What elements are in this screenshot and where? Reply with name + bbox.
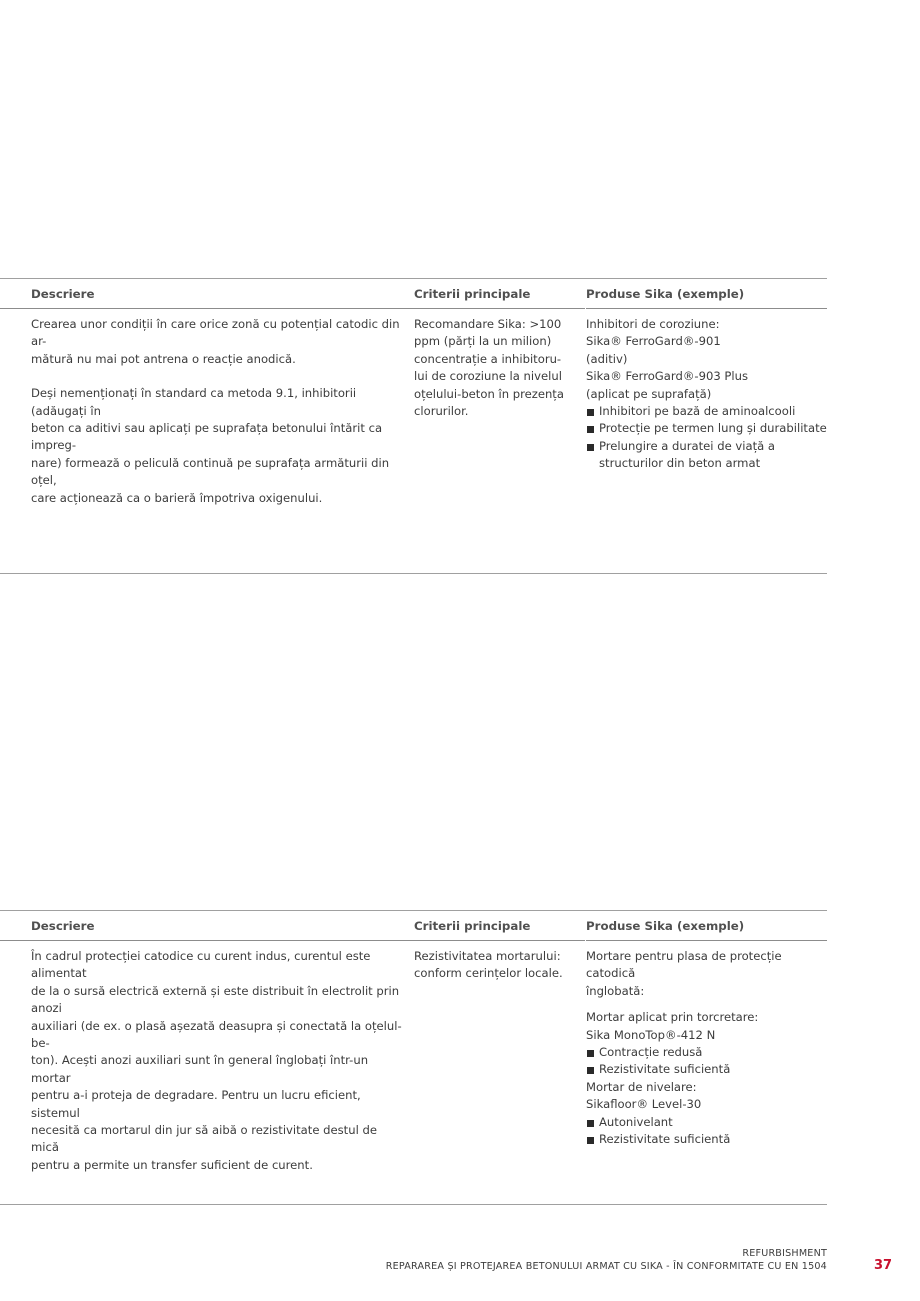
section1-table <box>0 279 827 573</box>
list-item: Contracție redusă <box>586 1044 827 1061</box>
section1-criteria-header: Criterii principale <box>414 287 531 301</box>
section1-products-column <box>586 279 827 471</box>
section2-products-intro: Mortare pentru plasa de protecție catodică înglobată: <box>586 949 782 998</box>
section1-description-p2: Deși nemenționați în standard ca metoda 9.1, inhibitorii (adăugați în beton ca aditivi sau aplicați pe suprafața betonului întărit ca impreg- nare) formează o peliculă continuă pe suprafața armăturii din oțel, care acționează ca o barieră împotriva oxigenului. <box>31 386 390 505</box>
header-divider <box>414 940 585 941</box>
page-number: 37 <box>874 1258 893 1273</box>
list-item: Rezistivitate suficientă <box>586 1061 827 1078</box>
section2-table <box>0 911 827 1205</box>
header-divider <box>586 940 827 941</box>
section2-description-text: În cadrul protecției catodice cu curent indus, curentul este alimentat de la o sursă electrică externă și este distribuit în electrolit prin anozi auxiliari (de ex. o plasă așezată deasupra și conectată la oțelul-be- ton). Acești anozi auxiliari sunt în general înglobați într-un mortar pentru a-i proteja de degradare. Pentru un lucru eficient, sistemul necesită ca mortarul din jur să aibă o rezistivitate destul de mică pentru a permite un transfer suficient de curent. <box>31 949 402 1172</box>
section2-products-header: Produse Sika (exemple) <box>586 919 745 933</box>
header-divider <box>586 308 827 309</box>
section2-group1-title: Mortar aplicat prin torcretare: Sika MonoTop®-412 N <box>586 1010 759 1042</box>
section2-description-header: Descriere <box>31 919 95 933</box>
page-footer <box>386 1247 827 1273</box>
list-item: Rezistivitate suficientă <box>586 1131 827 1148</box>
section1-products-bullets <box>586 403 827 473</box>
section2-criteria-text: Rezistivitatea mortarului: conform cerințelor locale. <box>414 949 563 981</box>
section2-products-body <box>586 948 827 1148</box>
list-item: Inhibitori pe bază de aminoalcooli <box>586 403 827 420</box>
section2-criteria-column <box>414 911 575 981</box>
section2-criteria-header: Criterii principale <box>414 919 531 933</box>
section2-group2-title: Mortar de nivelare: Sikafloor® Level-30 <box>586 1079 702 1112</box>
section1-criteria-column <box>414 279 575 419</box>
section1-description-body <box>31 316 403 524</box>
footer-section-label: REFURBISHMENT <box>742 1248 827 1259</box>
section2-description-body <box>31 948 403 1174</box>
section2-group1-bullets <box>586 1044 827 1079</box>
section1-criteria-text: Recomandare Sika: >100 ppm (părți la un milion) concentrație a inhibitoru- lui de coroziune la nivelul oțelului-beton în prezența clorurilor. <box>414 317 564 419</box>
header-divider <box>414 308 585 309</box>
header-divider <box>0 940 414 941</box>
section2-products-column <box>586 911 827 1147</box>
section2-description-column <box>31 911 403 1172</box>
section1-description-header: Descriere <box>31 287 95 301</box>
list-item: Autonivelant <box>586 1114 827 1131</box>
section1-products-intro: Inhibitori de coroziune: Sika® FerroGard®-901 (aditiv) Sika® FerroGard®-903 Plus (aplicat pe suprafață) <box>586 317 749 401</box>
footer-document-title: REPARAREA ȘI PROTEJAREA BETONULUI ARMAT CU SIKA - ÎN CONFORMITATE CU EN 1504 <box>385 1261 827 1272</box>
section2-group2-bullets <box>586 1114 827 1149</box>
section1-products-header: Produse Sika (exemple) <box>586 287 745 301</box>
section1-description-column <box>31 279 403 505</box>
section1-products-body <box>586 316 827 473</box>
section2-bottom-rule <box>0 1204 827 1205</box>
section1-description-p1: Crearea unor condiții în care orice zonă cu potențial catodic din ar- mătură nu mai pot antrena o reacție anodică. <box>31 317 400 366</box>
list-item: Prelungire a duratei de viață a structurilor din beton armat <box>586 438 827 473</box>
section1-criteria-body <box>414 316 575 420</box>
list-item: Protecție pe termen lung și durabilitate <box>586 420 827 437</box>
section1-bottom-rule <box>0 573 827 574</box>
header-divider <box>0 308 414 309</box>
section2-criteria-body <box>414 948 575 983</box>
